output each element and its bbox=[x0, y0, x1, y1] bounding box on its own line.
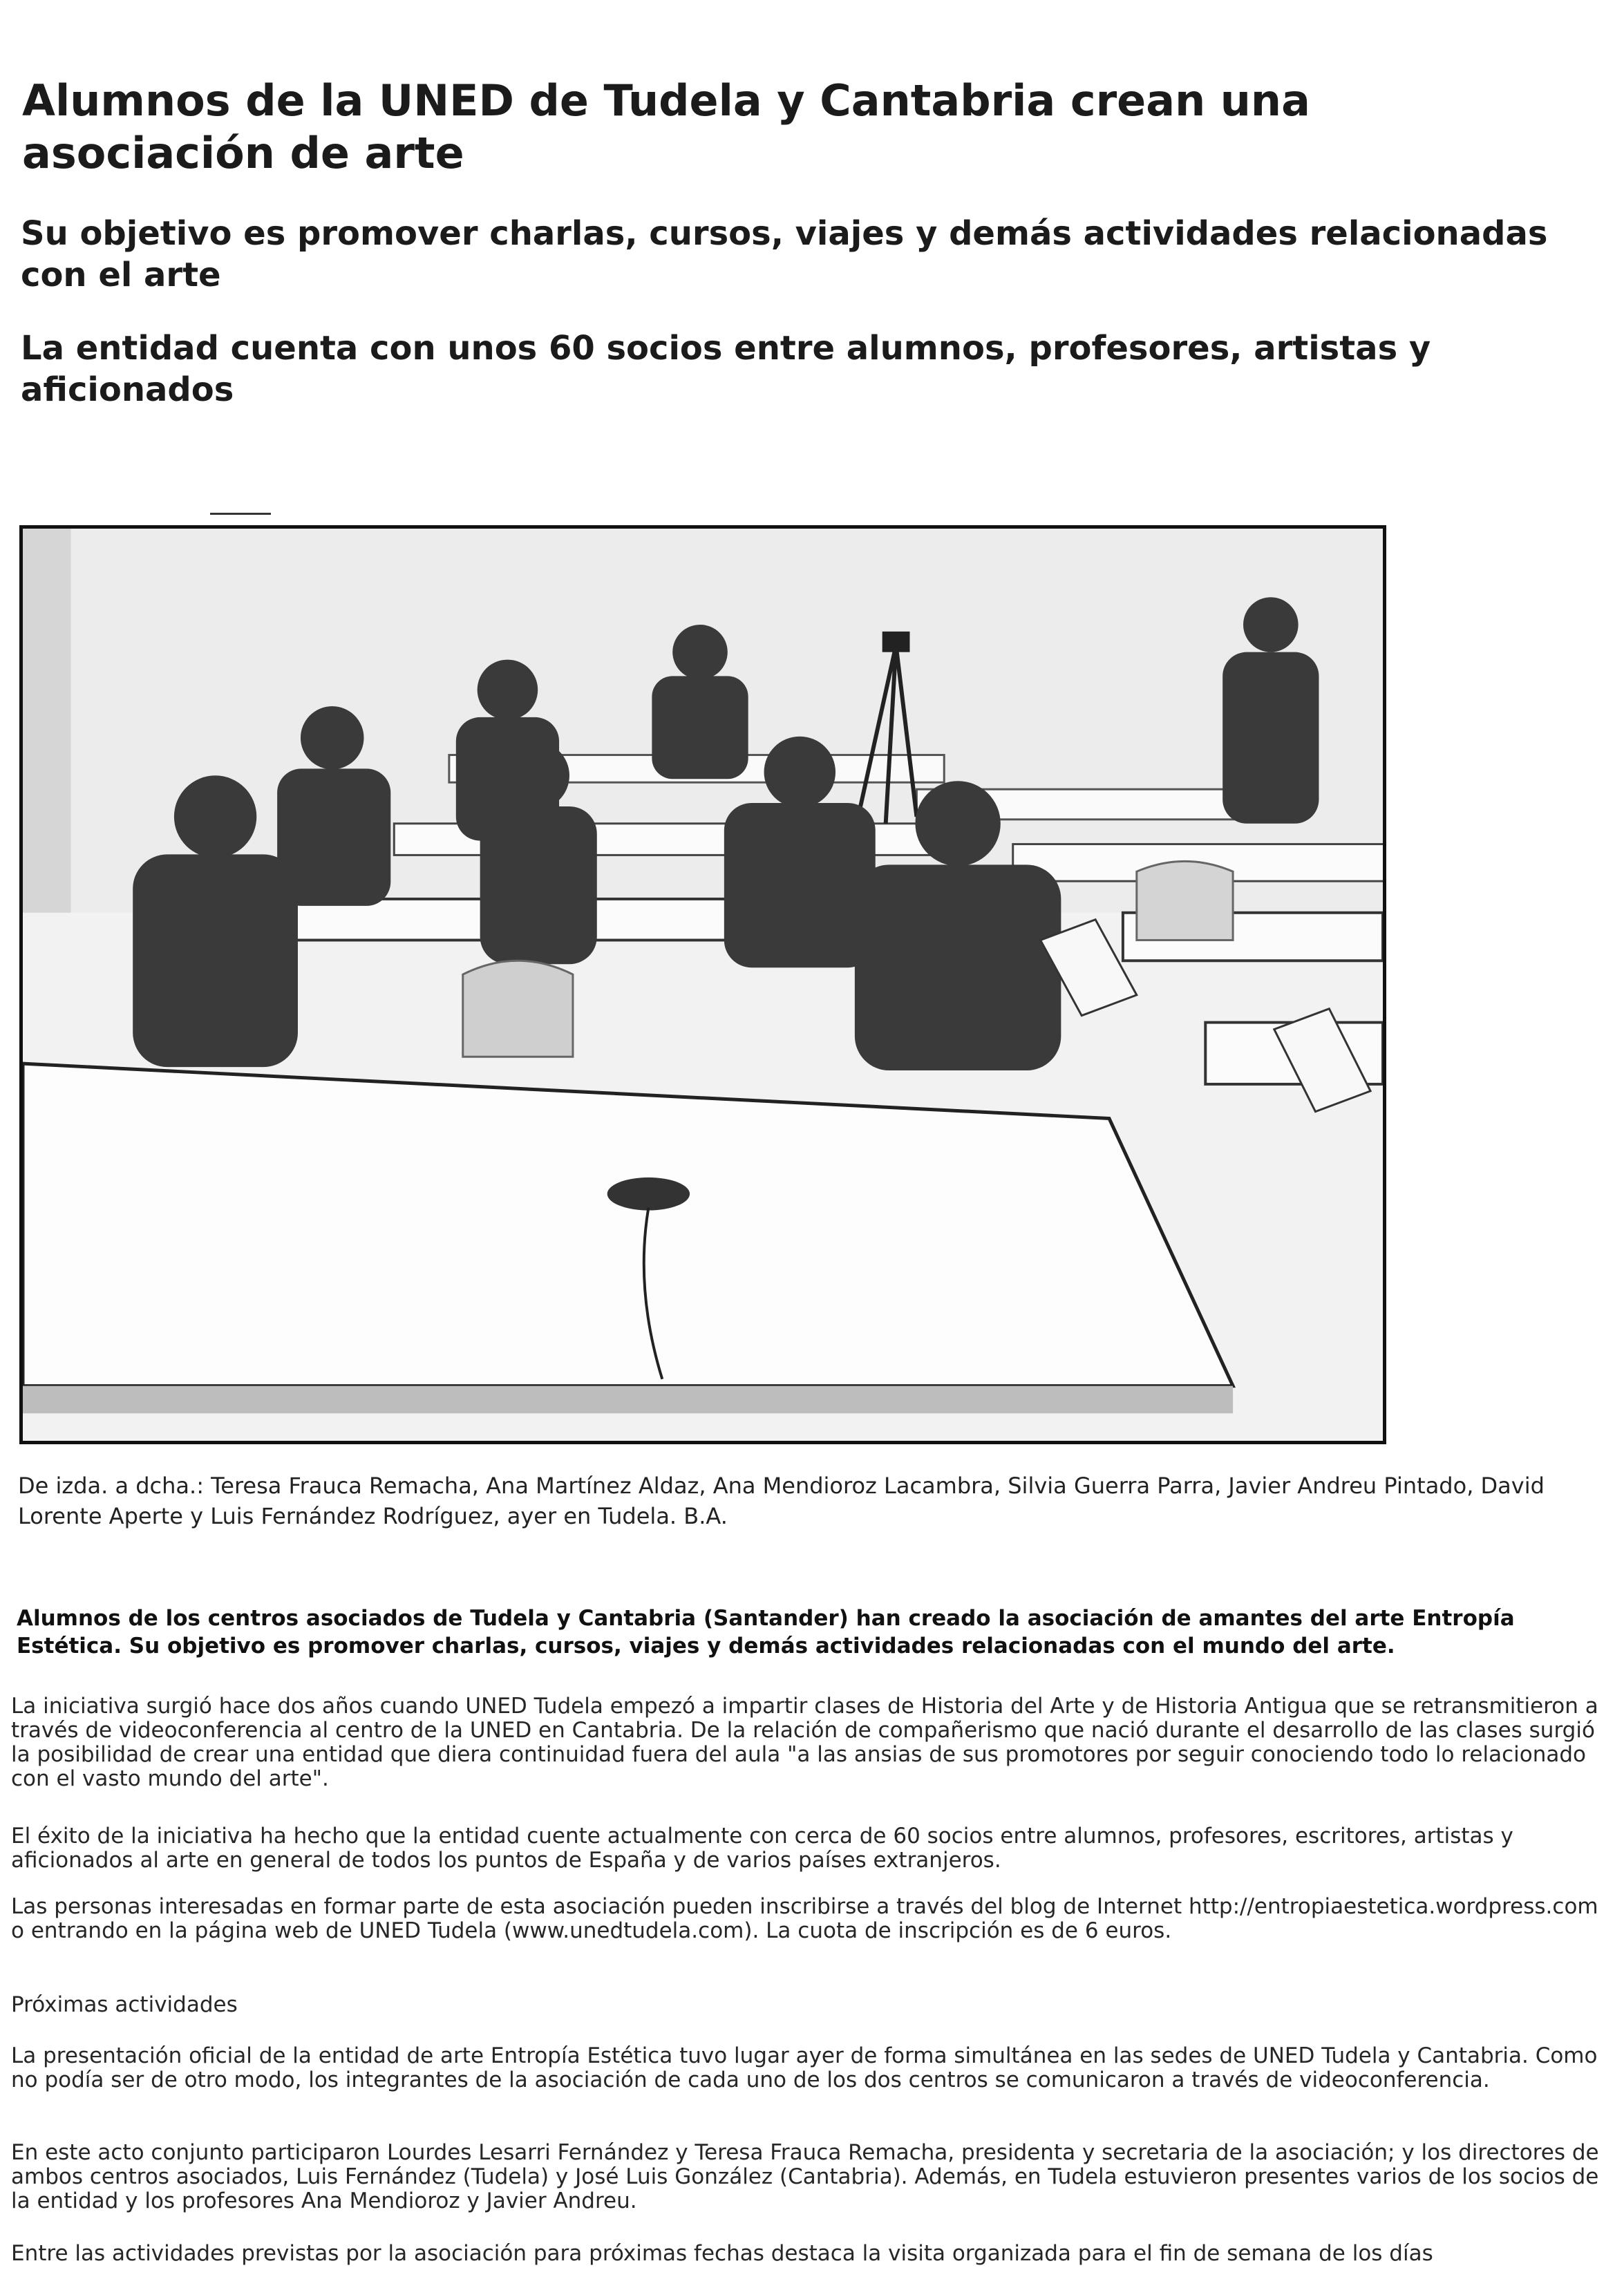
subheadline-2: La entidad cuenta con unos 60 socios entre alumnos, profesores, artistas y aficionados bbox=[21, 329, 1431, 409]
body-paragraph: Entre las actividades previstas por la asociación para próximas fechas destaca la visita organizada para el fin de semana de los días bbox=[11, 2241, 1433, 2266]
headline: Alumnos de la UNED de Tudela y Cantabria crean una asociación de arte bbox=[22, 75, 1310, 178]
divider bbox=[210, 513, 271, 515]
body-paragraph: El éxito de la iniciativa ha hecho que la entidad cuente actualmente con cerca de 60 socios entre alumnos, profesores, escritores, artistas y aficionados al arte en general de todos los puntos de España y de varios países extranjeros. bbox=[11, 1824, 1513, 1873]
classroom-photo-illustration bbox=[23, 529, 1383, 1441]
classroom-photo bbox=[19, 525, 1386, 1444]
lead-paragraph: Alumnos de los centros asociados de Tudela y Cantabria (Santander) han creado la asociación de amantes del arte Entropía Estética. Su objetivo es promover charlas, cursos, viajes y demás actividades relacionadas con el mundo del arte. bbox=[17, 1606, 1515, 1658]
body-paragraph: La iniciativa surgió hace dos años cuando UNED Tudela empezó a impartir clases de Historia del Arte y de Historia Antigua que se retransmitieron a través de videoconferencia al centro de la UNED en Cantabria. De la relación de compañerismo que nació durante el desarrollo de las clases surgió la posibilidad de crear una entidad que diera continuidad fuera del aula "a las ansias de sus promotores por seguir conociendo todo lo relacionado con el vasto mundo del arte". bbox=[11, 1694, 1598, 1791]
body-paragraph: La presentación oficial de la entidad de arte Entropía Estética tuvo lugar ayer de forma simultánea en las sedes de UNED Tudela y Cantabria. Como no podía ser de otro modo, los integrantes de la asociación de cada uno de los dos centros se comunicaron a través de videoconferencia. bbox=[11, 2043, 1598, 2092]
subheadline-1: Su objetivo es promover charlas, cursos, viajes y demás actividades relacionadas con el arte bbox=[21, 214, 1548, 294]
body-paragraph: En este acto conjunto participaron Lourdes Lesarri Fernández y Teresa Frauca Remacha, presidenta y secretaria de la asociación; y los directores de ambos centros asociados, Luis Fernández (Tudela) y José Luis González (Cantabria). Además, en Tudela estuvieron presentes varios de los socios de la entidad y los profesores Ana Mendioroz y Javier Andreu. bbox=[11, 2140, 1599, 2213]
body-paragraph: Las personas interesadas en formar parte de esta asociación pueden inscribirse a través del blog de Internet http://entropiaestetica.wordpress.com o entrando en la página web de UNED Tudela (www.unedtudela.com). La cuota de inscripción es de 6 euros. bbox=[11, 1894, 1598, 1943]
section-heading: Próximas actividades bbox=[11, 1992, 238, 2017]
photo-caption: De izda. a dcha.: Teresa Frauca Remacha, Ana Martínez Aldaz, Ana Mendioroz Lacambra, Silvia Guerra Parra, Javier Andreu Pintado, David Lorente Aperte y Luis Fernández Rodríguez, ayer en Tudela. B.A. bbox=[18, 1473, 1545, 1529]
